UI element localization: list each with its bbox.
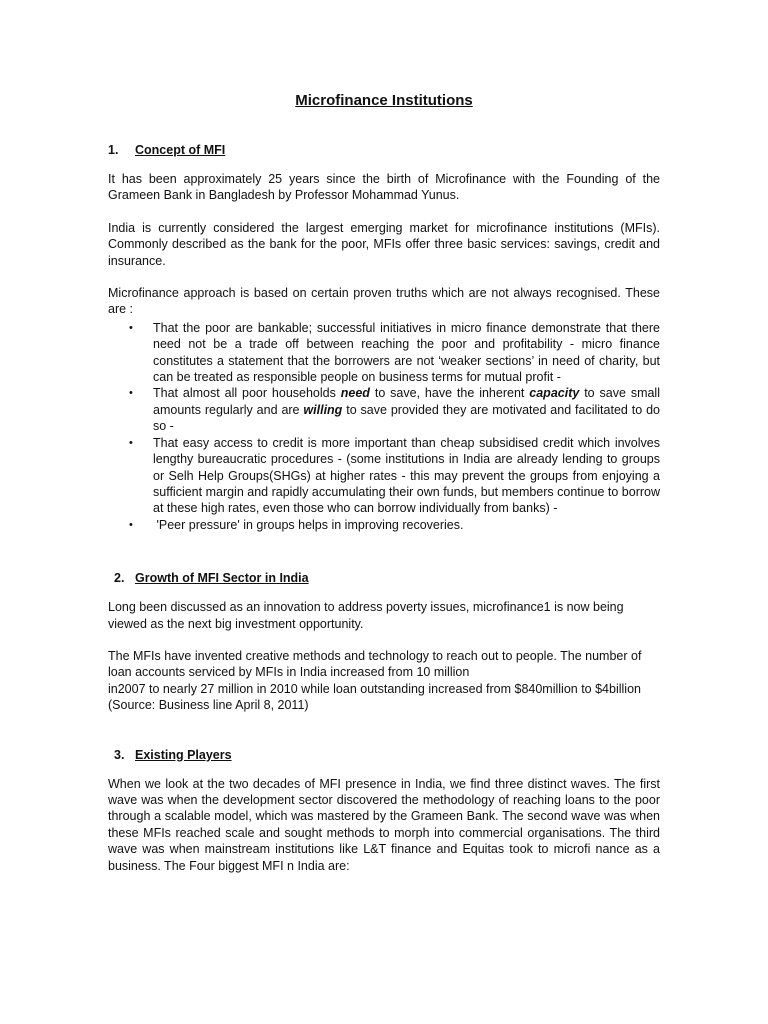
- list-item-text: That easy access to credit is more important than cheap subsidised credit which involves lengthy bureaucratic procedures - (some institutions in India are already lending to groups or Selh Help Groups(SHGs) at higher rates - this may prevent the groups from enjoying a sufficient margin and rapidly accumulating their own funds, but members continue to borrow at these high rates, even those who can borrow individually from banks) -: [153, 435, 660, 516]
- section-heading-players: [108, 748, 660, 762]
- section-heading-growth: [108, 571, 660, 585]
- list-item-text: 'Peer pressure' in groups helps in improving recoveries.: [153, 517, 464, 532]
- section-number: 2.: [114, 571, 125, 586]
- source-citation: (Source: Business line April 8, 2011): [108, 698, 309, 713]
- text-run: to save provided they are motivated and facilitated to do so -: [153, 402, 660, 434]
- text-line: The MFIs have invented creative methods and technology to reach out to people. The number of loan accounts serviced by MFIs in India increased from 10 million: [108, 648, 642, 680]
- paragraph: Long been discussed as an innovation to address poverty issues, microfinance1 is now being viewed as the next big investment opportunity.: [108, 600, 624, 631]
- bullet-icon: •: [129, 436, 133, 449]
- list-item: [108, 435, 660, 517]
- section-title: Growth of MFI Sector in India: [135, 571, 309, 586]
- paragraph-growth-stats: [108, 648, 660, 714]
- paragraph: India is currently considered the largest emerging market for microfinance institutions (MFIs). Commonly described as the bank for the poor, MFIs offer three basic services: savings, credit and insurance.: [108, 220, 660, 268]
- bullet-icon: •: [129, 321, 133, 334]
- list-item: [108, 385, 660, 434]
- paragraph: It has been approximately 25 years since the birth of Microfinance with the Founding of the Grameen Bank in Bangladesh by Professor Mohammad Yunus.: [108, 172, 660, 203]
- section-heading-concept: [108, 143, 660, 157]
- section-number: 3.: [114, 747, 125, 762]
- bullet-icon: •: [129, 518, 133, 531]
- text-run: to save small amounts regularly and are: [153, 386, 660, 417]
- list-item: [108, 320, 660, 386]
- emphasis-need: need: [340, 386, 370, 401]
- bullet-list: [108, 320, 660, 533]
- paragraph: When we look at the two decades of MFI presence in India, we find three distinct waves. The first wave was when the development sector discovered the methodology of reaching loans to the poor through a scalable model, which was mastered by the Grameen Bank. The second wave was when these MFIs reached scale and sought methods to morph into commercial organisations. The third wave was when mainstream institutions like L&T finance and Equitas took to microfi nance as a business. The Four biggest MFI n India are:: [108, 776, 660, 873]
- text-line: in2007 to nearly 27 million in 2010 while loan outstanding increased from $840million to $4billion: [108, 681, 641, 696]
- bullet-icon: •: [129, 387, 133, 400]
- paragraph: Microfinance approach is based on certain proven truths which are not always recognised. These are :: [108, 286, 660, 317]
- list-item: [108, 517, 660, 533]
- section-title: Existing Players: [135, 747, 232, 762]
- emphasis-willing: willing: [303, 402, 343, 417]
- list-item-text: [153, 386, 660, 433]
- text-run: to save, have the inherent: [369, 386, 530, 401]
- list-item-text: That the poor are bankable; successful initiatives in micro finance demonstrate that there need not be a trade off between reaching the poor and profitability - micro finance constitutes a statement that the borrowers are not ‘weaker sections’ in need of charity, but can be treated as responsible people on business terms for mutual profit -: [153, 320, 660, 385]
- emphasis-capacity: capacity: [529, 386, 580, 401]
- section-number: 1.: [108, 143, 119, 157]
- document-title: Microfinance Institutions: [295, 92, 473, 109]
- text-run: That almost all poor households: [153, 386, 341, 401]
- section-title: Concept of MFI: [135, 143, 226, 157]
